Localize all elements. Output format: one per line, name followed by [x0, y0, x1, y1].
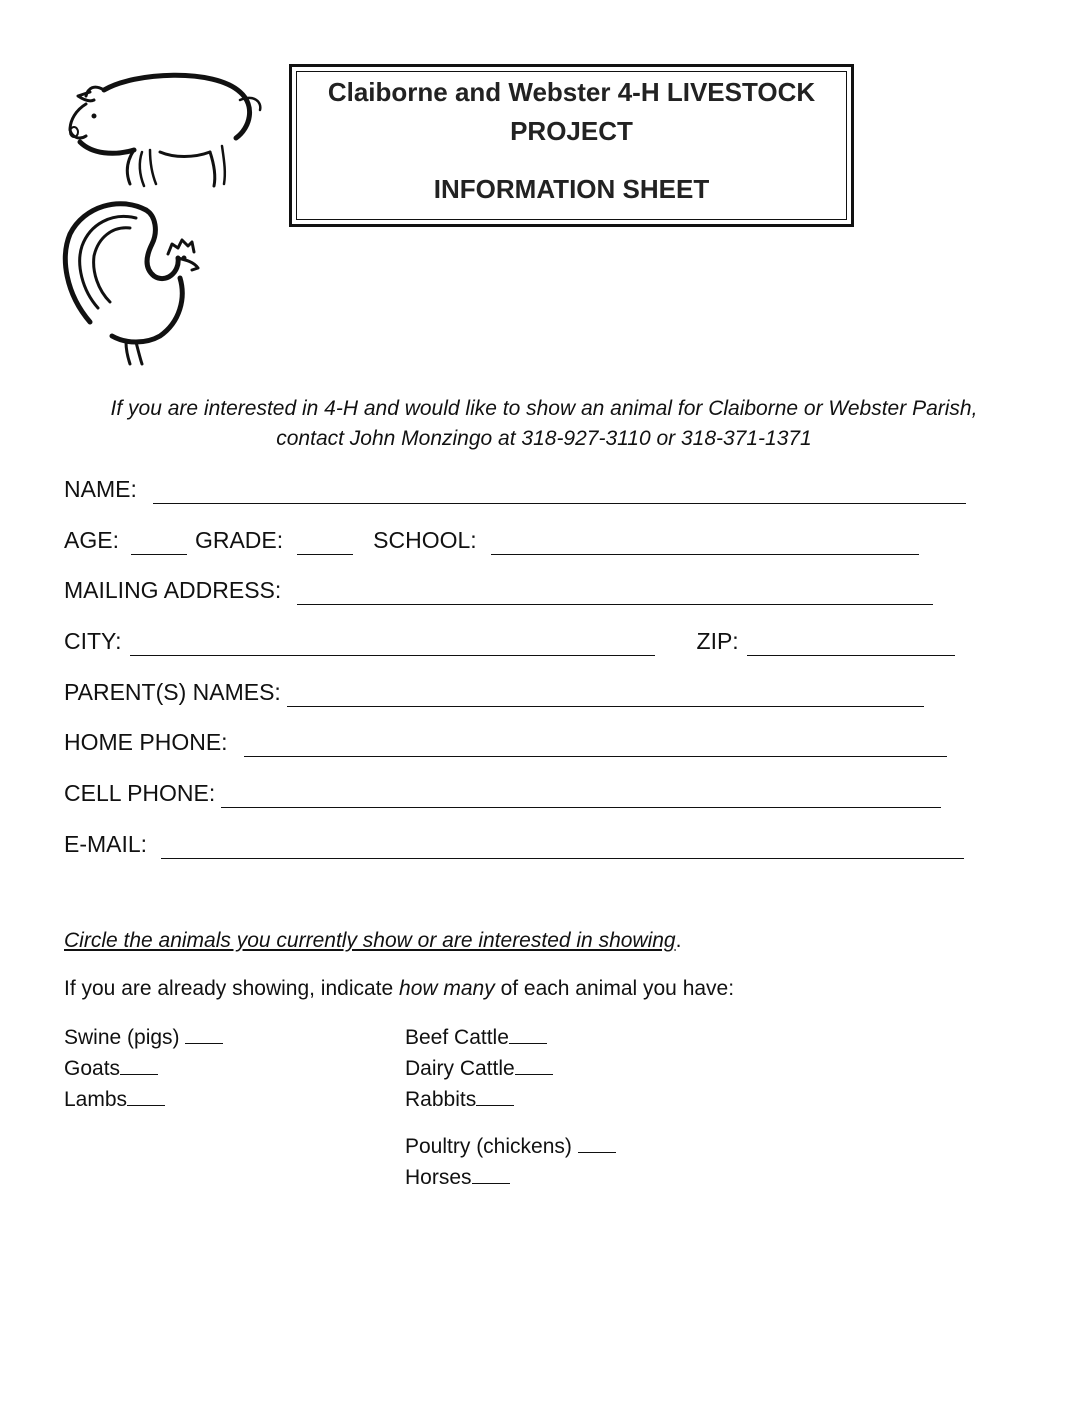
pig-icon — [64, 66, 274, 190]
animal-dairy-cattle[interactable] — [405, 1055, 553, 1083]
animal-lambs[interactable] — [64, 1086, 165, 1114]
intro-line-2: contact John Monzingo at 318-927-3110 or 318-371-1371 — [276, 427, 812, 450]
cell-phone-label: CELL PHONE: — [64, 780, 216, 806]
grade-label: GRADE: — [194, 527, 284, 553]
animal-label: Dairy Cattle — [405, 1057, 515, 1080]
parents-label: PARENT(S) NAMES: — [64, 679, 281, 705]
animal-label: Swine (pigs) — [64, 1026, 186, 1049]
animal-count-blank[interactable] — [476, 1087, 514, 1106]
mailing-row — [64, 575, 933, 605]
animal-label: Horses — [405, 1166, 472, 1189]
parents-row — [64, 677, 924, 707]
animal-count-blank[interactable] — [515, 1056, 553, 1075]
count-pre: If you are already showing, indicate — [64, 977, 400, 1000]
city-label: CITY: — [64, 628, 122, 654]
name-blank[interactable] — [153, 481, 966, 504]
animal-count-blank[interactable] — [472, 1165, 510, 1184]
animal-poultry[interactable] — [405, 1133, 616, 1161]
school-blank[interactable] — [491, 532, 919, 555]
zip-blank[interactable] — [747, 633, 955, 656]
title-line-1: Claiborne and Webster 4-H LIVESTOCK — [327, 77, 816, 107]
animal-label: Rabbits — [405, 1088, 477, 1111]
email-label: E-MAIL: — [64, 831, 148, 857]
animal-label: Poultry (chickens) — [405, 1135, 578, 1158]
instruction-text: Circle the animals you currently show or are interested in showing — [64, 929, 676, 952]
home-phone-label: HOME PHONE: — [64, 729, 228, 755]
animal-label: Goats — [64, 1057, 121, 1080]
name-label: NAME: — [64, 476, 137, 502]
grade-blank[interactable] — [297, 532, 353, 555]
animal-label: Lambs — [64, 1088, 128, 1111]
count-instruction — [64, 975, 734, 1003]
animal-rabbits[interactable] — [405, 1086, 514, 1114]
mailing-label: MAILING ADDRESS: — [64, 577, 282, 603]
animal-label: Beef Cattle — [405, 1026, 509, 1049]
age-grade-school-row — [64, 525, 919, 555]
animal-count-blank[interactable] — [127, 1087, 165, 1106]
title-box — [289, 64, 854, 227]
animal-count-blank[interactable] — [185, 1025, 223, 1044]
email-blank[interactable] — [161, 836, 964, 859]
parents-blank[interactable] — [287, 684, 924, 707]
city-zip-row — [64, 626, 955, 656]
animal-goats[interactable] — [64, 1055, 158, 1083]
cell-phone-blank[interactable] — [221, 785, 941, 808]
intro-line-1: If you are interested in 4-H and would like to show an animal for Claiborne or Webster Parish, — [110, 397, 978, 420]
name-row — [64, 474, 966, 504]
mailing-blank[interactable] — [297, 582, 933, 605]
cell-phone-row — [64, 778, 941, 808]
age-label: AGE: — [64, 527, 119, 553]
school-label: SCHOOL: — [373, 527, 477, 553]
age-blank[interactable] — [131, 532, 187, 555]
animal-swine[interactable] — [64, 1024, 223, 1052]
count-post: of each animal you have: — [494, 977, 735, 1000]
count-em: how many — [399, 977, 495, 1000]
animal-count-blank[interactable] — [578, 1134, 616, 1153]
city-blank[interactable] — [130, 633, 655, 656]
rooster-icon — [60, 198, 206, 368]
animal-horses[interactable] — [405, 1164, 510, 1192]
animal-count-blank[interactable] — [509, 1025, 547, 1044]
animal-count-blank[interactable] — [120, 1056, 158, 1075]
animals-instruction — [64, 927, 681, 955]
animal-beef-cattle[interactable] — [405, 1024, 547, 1052]
home-phone-row — [64, 727, 947, 757]
home-phone-blank[interactable] — [244, 734, 947, 757]
email-row — [64, 829, 964, 859]
title-line-2: PROJECT — [510, 116, 633, 146]
instruction-period: . — [675, 929, 682, 952]
zip-label: ZIP: — [696, 628, 739, 654]
title-line-3: INFORMATION SHEET — [433, 174, 710, 204]
